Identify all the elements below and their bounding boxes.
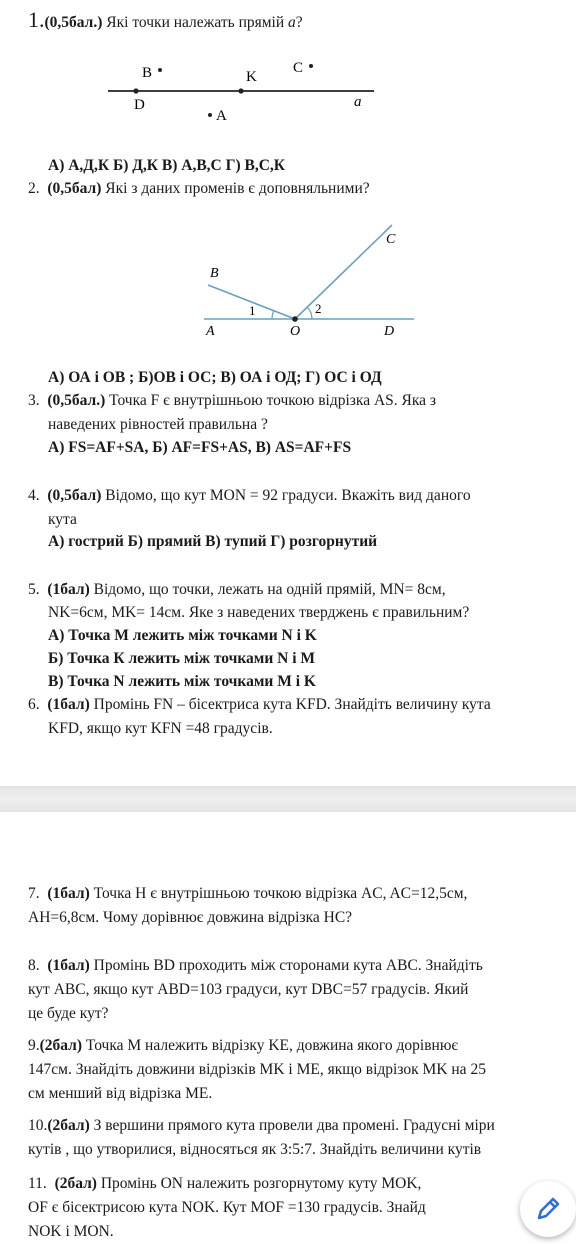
question-11-line2: OF є бісектрисою кута NOK. Кут MOF =130 градусів. Знайд [28,1199,426,1216]
question-9-line3: см менший від відрізка ME. [28,1085,213,1102]
question-3-line2: наведених рівностей правильна ? [48,416,268,433]
question-5-option-c: В) Точка N лежить між точками M і K [48,673,316,690]
label-D: D [134,97,145,113]
question-2-heading: 2. (0,5бал) Які з даних променів є доповняльними? [28,180,370,197]
question-1-answers: А) А,Д,К Б) Д,К В) А,В,С Г) В,С,К [48,157,286,174]
question-4-answers: А) гострий Б) прямий В) тупий Г) розгорнутий [48,533,378,550]
question-3-answers: А) FS=AF+SA, Б) AF=FS+AS, В) AS=AF+FS [48,439,352,456]
label-a: a [354,94,362,110]
question-11-heading: 11. (2бал) Промінь ON належить розгорнутому куту MOK, [28,1175,422,1192]
label-C: C [386,232,396,247]
figure-angle-rays [0,205,576,355]
question-11-line3: NOK і MON. [28,1223,114,1240]
question-9-heading: 9.(2бал) Точка M належить відрізку KE, довжина якого дорівнює [28,1037,459,1054]
label-C: C [293,60,304,76]
label-angle-2: 2 [315,301,322,316]
label-O: O [290,324,301,339]
question-4-heading: 4. (0,5бал) Відомо, що кут MON = 92 градуси. Вкажіть вид даного [28,487,471,504]
question-5-option-b: Б) Точка К лежить між точками N і M [48,650,316,667]
label-K: K [246,69,257,85]
question-6-heading: 6. (1бал) Промінь FN – бісектриса кута KFD. Знайдіть величину кута [28,696,491,713]
question-7-heading: 7. (1бал) Точка H є внутрішньою точкою відрізка AC, AC=12,5см, [28,885,468,902]
edit-button[interactable] [520,1181,576,1237]
question-9-line2: 147см. Знайдіть довжини відрізків MK і ME, якщо відрізок MK на 25 [28,1061,486,1078]
question-6-line2: KFD, якщо кут KFN =48 градусів. [48,720,273,737]
label-angle-1: 1 [249,303,256,318]
question-1-heading [28,8,303,35]
question-3-heading: 3. (0,5бал.) Точка F є внутрішньою точкою відрізка AS. Яка з [28,392,437,409]
question-2-answers: А) ОА і ОВ ; Б)ОВ і ОС; В) ОА і ОД; Г) ОС і ОД [48,369,382,386]
question-number: 1. [28,7,45,32]
question-8-line3: це буде кут? [28,1005,109,1022]
label-A: A [206,324,215,339]
page-separator [0,786,576,812]
page-2 [0,812,576,1244]
question-10-line2: кутів , що утворилися, відносяться як 3:5:7. Знайдіть величини кутів [28,1141,482,1158]
label-B: B [142,65,153,81]
question-8-heading: 8. (1бал) Промінь BD проходить між сторонами кута ABC. Знайдіть [28,957,483,974]
question-7-line2: AH=6,8см. Чому дорівнює довжина відрізка HC? [28,909,353,926]
question-5-line2: NK=6см, MK= 14см. Яке з наведених тверджень є правильним? [48,604,470,621]
question-10-heading: 10.(2бал) З вершини прямого кута провели два промені. Градусні міри [28,1117,495,1134]
label-B: B [210,266,219,281]
pencil-icon [533,1194,563,1224]
question-5-heading: 5. (1бал) Відомо, що точки, лежать на одній прямій, MN= 8см, [28,581,446,598]
label-A: A [216,108,227,124]
label-D: D [384,324,395,339]
question-text: Які точки належать прямій [102,14,289,31]
question-5-option-a: А) Точка М лежить між точками N і K [48,627,317,644]
question-mark: ? [295,14,303,31]
question-points: (0,5бал.) [44,14,103,31]
line-variable: a [288,14,296,31]
question-8-line2: кут ABC, якщо кут ABD=103 градуси, кут DBC=57 градусів. Який [28,981,469,998]
question-4-line2: кута [48,511,77,528]
